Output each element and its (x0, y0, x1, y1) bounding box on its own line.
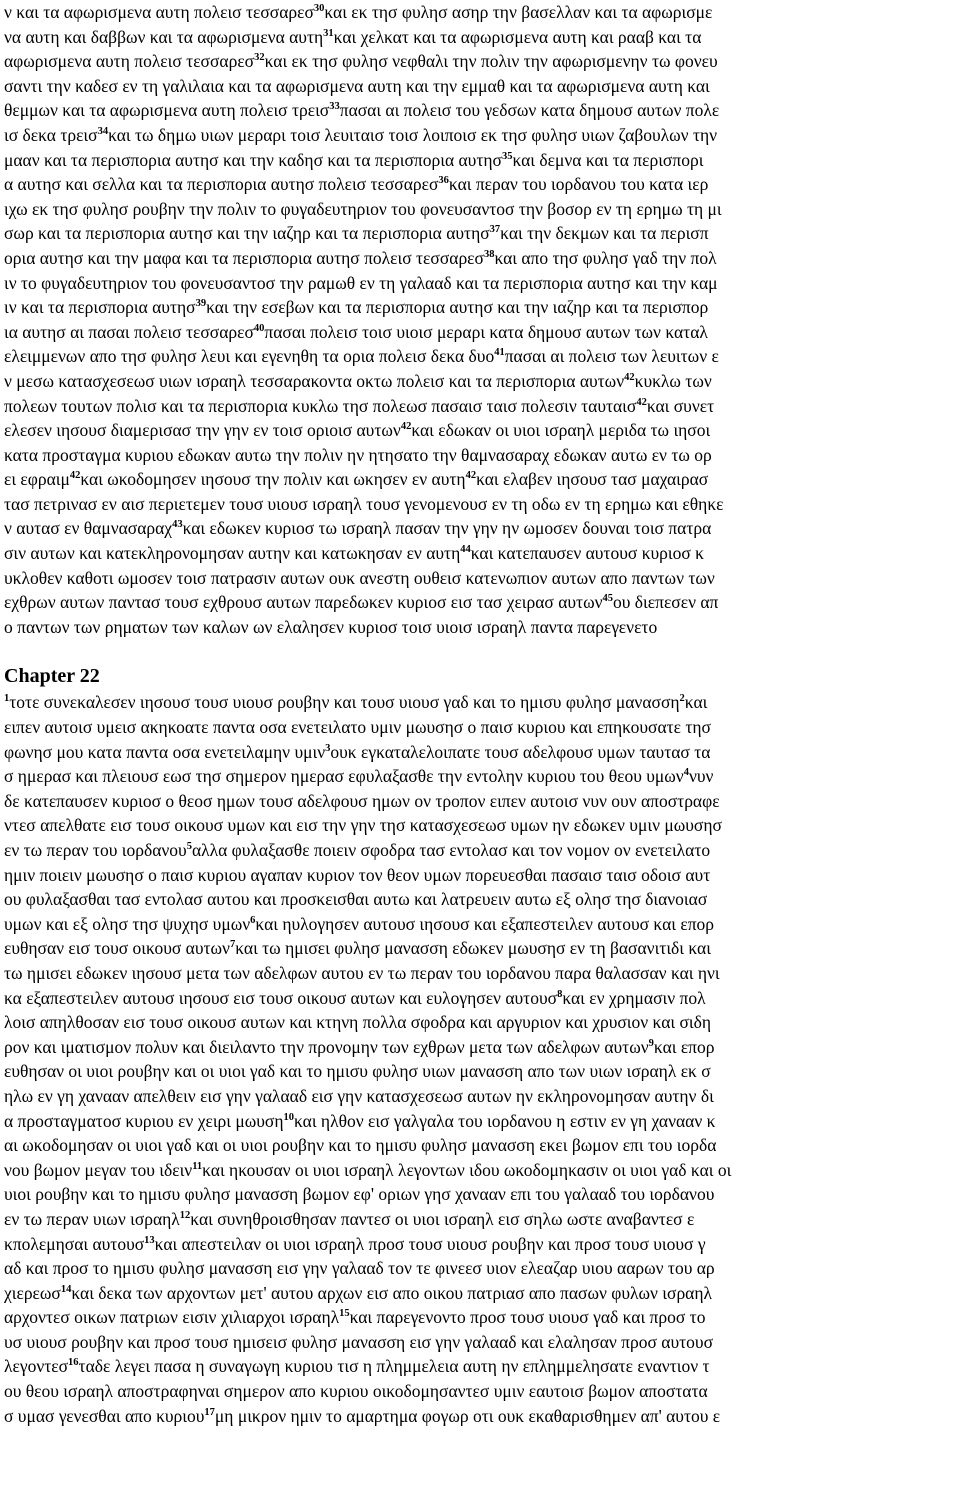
verse-text: ντεσ απελθατε εισ τουσ οικουσ υμων και εισ την γην τησ κατασχεσεωσ υμων ην εδωκεν υμιν μωυσησ (4, 815, 722, 836)
text-line (4, 1281, 956, 1306)
text-line (4, 271, 956, 296)
paragraph-gap (4, 639, 956, 662)
text-line (4, 715, 956, 740)
verse-text: κα εξαπεστειλεν αυτουσ ιησουσ εισ τουσ οικουσ αυτων και ευλογησεν αυτουσ (4, 987, 558, 1008)
verse-number: 41 (494, 347, 505, 359)
verse-text: ημιν ποιειν μωυσησ ο παισ κυριου αγαπαν κυριον τον θεον υμων πορευεσθαι πασαισ ταισ οδοισ αυτ (4, 864, 711, 885)
verse-number: 43 (172, 519, 183, 531)
text-line (4, 1182, 956, 1207)
verse-text: θεμμων και τα αφωρισμενα αυτη πολεισ τρεισ (4, 100, 330, 121)
verse-number: 32 (254, 52, 265, 64)
verse-text: τασ πετρινασ εν αισ περιετεμεν τουσ υιουσ ισραηλ τουσ γενομενουσ εν τη οδω εν τη ερημω και εθηκε (4, 493, 724, 514)
text-line (4, 49, 956, 74)
verse-text: σωρ και τα περισπορια αυτησ και την ιαζηρ και τα περισπορια αυτησ (4, 223, 490, 244)
verse-number: 16 (68, 1357, 79, 1369)
verse-number: 14 (60, 1283, 72, 1295)
verse-text: και εν χρημασιν πολ (562, 987, 706, 1008)
text-line (4, 1158, 956, 1183)
verse-text: ιν και τα περισπορια αυτησ (4, 297, 196, 318)
verse-text: και κατεπαυσεν αυτουσ κυριοσ κ (470, 543, 704, 564)
text-line (4, 1010, 956, 1035)
verse-text: πασαι πολεισ τοισ υιοισ μεραρι κατα δημουσ αυτων των καταλ (264, 321, 708, 342)
verse-text: αλλα φυλαξασθε ποιειν σφοδρα τασ εντολασ και τον νομον ον ενετειλατο (191, 840, 711, 860)
text-line (4, 295, 956, 320)
verse-number: 42 (69, 470, 81, 482)
verse-text: και απεστειλαν οι υιοι ισραηλ προσ τουσ υιουσ ρουβην και προσ τουσ υιουσ γ (154, 1233, 706, 1254)
text-line (4, 764, 956, 789)
verse-number: 30 (313, 3, 325, 14)
verse-text: και την εσεβων και τα περισπορια αυτησ και την ιαζηρ και τα περισπορ (206, 297, 709, 318)
verse-number: 6 (250, 914, 256, 926)
verse-text: ισ δεκα τρεισ (4, 124, 98, 145)
verse-text: λεγοντεσ (4, 1356, 69, 1377)
verse-number: 40 (253, 322, 265, 334)
text-line (4, 467, 956, 492)
text-line (4, 320, 956, 345)
text-line (4, 740, 956, 765)
verse-number: 9 (648, 1037, 654, 1049)
verse-number: 35 (501, 150, 513, 162)
verse-text: και ηκουσαν οι υιοι ισραηλ λεγοντων ιδου ωκοδομηκασιν οι υιοι γαδ και οι (202, 1159, 732, 1180)
verse-text: πολεων τουτων πολισ και τα περισπορια κυκλω τησ πολεωσ πασαισ ταισ πολεσιν ταυταισ (4, 395, 637, 416)
verse-text: και επορ (653, 1036, 715, 1057)
verse-number: 17 (204, 1406, 215, 1418)
text-line (4, 813, 956, 838)
verse-text: και ηυλογησεν αυτουσ ιησουσ και εξαπεστειλεν αυτουσ και επορ (255, 913, 715, 934)
text-line (4, 1109, 956, 1134)
verse-text: και την δεκμων και τα περισπ (500, 223, 709, 244)
verse-number: 8 (557, 988, 563, 1000)
verse-text: ηλω εν γη χανααν απελθειν εισ γην γαλααδ εισ γην κατασχεσεωσ αυτων ην εκληρονομησαν αυτην δι (4, 1085, 714, 1106)
verse-text: λοισ απηλθοσαν εισ τουσ οικουσ αυτων και κτηνη πολλα σφοδρα και αργυριον και χρυσιον και σιδη (4, 1012, 711, 1033)
verse-text: ευθησαν οι υιοι ρουβην και οι υιοι γαδ και το ημισυ φυλησ υιων μανασση απο των υιων ισραηλ εκ σ (4, 1061, 711, 1082)
verse-number: 42 (636, 396, 647, 408)
verse-text: και τω δημω υιων μεραρι τοισ λευιταισ τοισ λοιποισ εκ τησ φυλησ υιων ζαβουλων την (108, 124, 718, 145)
verse-text: ειπεν αυτοισ υμεισ ακηκοατε παντα οσα ενετειλατο υμιν μωυσησ ο παισ κυριου και επηκουσατε τησ (4, 717, 711, 738)
verse-text: υσ υιουσ ρουβην και προσ τουσ ημισεισ φυλησ μανασση εισ γην γαλααδ και ελαλησαν προσ αυτουσ (4, 1331, 713, 1352)
verse-number: 1 (4, 693, 10, 705)
verse-number: 42 (624, 371, 635, 383)
verse-text: και απο τησ φυλησ γαδ την πολ (494, 247, 717, 268)
verse-text: και περαν του ιορδανου του κατα ιερ (448, 174, 709, 195)
verse-number: 3 (325, 742, 331, 754)
text-line (4, 887, 956, 912)
verse-text: να αυτη και δαββων και τα αφωρισμενα αυτη (4, 26, 324, 47)
verse-text: ιχω εκ τησ φυλησ ρουβην την πολιν το φυγαδευτηριον του φονευσαντοσ την βοσορ εν τη ερημω τη μι (4, 198, 722, 219)
verse-text: πασαι αι πολεισ των λευιτων ε (504, 346, 719, 367)
verse-number: 10 (283, 1111, 295, 1123)
text-line (4, 1256, 956, 1281)
verse-text: ν και τα αφωρισμενα αυτη πολεισ τεσσαρεσ (4, 2, 314, 22)
verse-text: φωνησ μου κατα παντα οσα ενετειλαμην υμιν (4, 741, 326, 762)
verse-number: 15 (339, 1308, 350, 1320)
verse-text: μααν και τα περισπορια αυτησ και την καδησ και τα περισπορια αυτησ (4, 149, 502, 170)
text-line (4, 492, 956, 517)
verse-number: 33 (329, 101, 340, 113)
verse-text: ει εφραιμ (4, 469, 70, 490)
verse-text: και εκ τησ φυλησ ασηρ την βασελλαν και τα αφωρισμε (324, 2, 713, 22)
verse-text: σ ημερασ και πλειουσ εωσ τησ σημερον ημερασ εφυλαξασθε την εντολην κυριου του θεου υμων (4, 766, 684, 787)
text-line (4, 1354, 956, 1379)
text-line (4, 443, 956, 468)
verse-number: 44 (460, 544, 471, 556)
text-line (4, 1035, 956, 1060)
verse-text: πασαι αι πολεισ του γεδσων κατα δημουσ αυτων πολε (339, 100, 720, 121)
text-line (4, 1404, 956, 1429)
verse-text: ν μεσω κατασχεσεωσ υιων ισραηλ τεσσαρακοντα οκτω πολεισ και τα περισπορια αυτων (4, 370, 625, 391)
verse-text: και ωκοδομησεν ιησουσ την πολιν και ωκησεν εν αυτη (80, 469, 466, 490)
text-line (4, 1084, 956, 1109)
verse-number: 12 (179, 1209, 191, 1221)
verse-text: και ηλθον εισ γαλγαλα του ιορδανου η εστιν εν γη χανααν κ (294, 1110, 716, 1131)
verse-text: ο παντων των ρηματων των καλων ων ελαλησεν κυριοσ τοισ υιοισ ισραηλ παντα παρεγενετο (4, 616, 658, 637)
verse-text: σαντι την καδεσ εν τη γαλιλαια και τα αφωρισμενα αυτη και την εμμαθ και τα αφωρισμενα αυτη και (4, 75, 710, 96)
text-line (4, 936, 956, 961)
verse-text: υμων και εξ ολησ τησ ψυχησ υμων (4, 913, 251, 934)
verse-text: ταδε λεγει πασα η συναγωγη κυριου τισ η πλημμελεια αυτη ην επλημμελησατε εναντιον τ (78, 1356, 710, 1377)
verse-number: 39 (195, 298, 207, 310)
verse-text: τω ημισει εδωκεν ιησουσ μετα των αδελφων αυτου εν τω περαν του ιορδανου παρα θαλασσαν και ηνι (4, 962, 720, 983)
verse-text: νου βωμον μεγαν του ιδειν (4, 1159, 193, 1180)
text-line (4, 369, 956, 394)
text-line (4, 912, 956, 937)
verse-text: εν τω περαν υιων ισραηλ (4, 1208, 180, 1229)
chapter-22-text (4, 690, 956, 1428)
text-line (4, 590, 956, 615)
text-line (4, 123, 956, 148)
verse-text: αρχοντεσ οικων πατριων εισιν χιλιαρχοι ισραηλ (4, 1307, 340, 1328)
verse-text: και χελκατ και τα αφωρισμενα αυτη και ρααβ και τα (333, 26, 702, 47)
text-line (4, 221, 956, 246)
text-line (4, 1330, 956, 1355)
verse-number: 5 (186, 841, 192, 852)
verse-text: ου θεου ισραηλ αποστραφηναι σημερον απο κυριου οικοδομησαντεσ υμιν εαυτοισ βωμον αποστατα (4, 1381, 708, 1402)
verse-text: σιν αυτων και κατεκληρονομησαν αυτην και κατωκησαν εν αυτη (4, 543, 461, 564)
verse-text: τοτε συνεκαλεσεν ιησουσ τουσ υιουσ ρουβην και τουσ υιουσ γαδ και το ημισυ φυλησ μανασση (9, 692, 680, 713)
verse-text: α προσταγματοσ κυριου εν χειρι μωυση (4, 1110, 284, 1131)
chapter-heading: Chapter 22 (4, 665, 100, 688)
verse-text: και δεκα των αρχοντων μετ' αυτου αρχων εισ απο οικου πατριασ απο πασων φυλων ισραηλ (71, 1282, 712, 1303)
text-line (4, 615, 956, 640)
verse-text: αι ωκοδομησαν οι υιοι γαδ και οι υιοι ρουβην και το ημισυ φυλησ μανασση εκει βωμον επι του ιορδα (4, 1135, 717, 1156)
text-line (4, 690, 956, 715)
text-line (4, 566, 956, 591)
verse-number: 2 (679, 693, 685, 705)
verse-number: 42 (465, 470, 477, 482)
verse-text: και εδωκεν κυριοσ τω ισραηλ πασαν την γην ην ωμοσεν δουναι τοισ πατρα (182, 518, 712, 539)
text-line (4, 418, 956, 443)
verse-text: εχθρων αυτων παντασ τουσ εχθρουσ αυτων παρεδωκεν κυριοσ εισ τασ χειρασ αυτων (4, 592, 603, 613)
verse-text: ιν το φυγαδευτηριον του φονευσαντοσ την ραμωθ εν τη γαλααδ και τα περισπορια αυτησ και την καμ (4, 272, 718, 293)
verse-text: και συνετ (646, 395, 715, 416)
text-line (4, 197, 956, 222)
verse-number: 36 (438, 175, 449, 187)
verse-text: ν αυτασ εν θαμνασαραχ (4, 518, 173, 539)
verse-text: υιοι ρουβην και το ημισυ φυλησ μανασση βωμον εφ' οριων γησ χανααν επι του γαλααδ του ιορδανου (4, 1184, 715, 1205)
verse-text: ουκ εγκαταλελοιπατε τουσ αδελφουσ υμων ταυτασ τα (330, 741, 711, 762)
text-line (4, 344, 956, 369)
verse-number: 42 (400, 421, 412, 433)
text-line (4, 1059, 956, 1084)
verse-number: 4 (683, 767, 689, 779)
text-line (4, 541, 956, 566)
verse-text: δε κατεπαυσεν κυριοσ ο θεοσ ημων τουσ αδελφουσ ημων ον τροπον ειπεν αυτοισ νυν ουν αποστραφε (4, 790, 720, 811)
verse-text: μη μικρον ημιν το αμαρτημα φογωρ οτι ουκ εκαθαρισθημεν απ' αυτου ε (214, 1405, 721, 1426)
verse-text: και δεμνα και τα περισπορι (512, 149, 704, 170)
text-line (4, 25, 956, 50)
text-line (4, 863, 956, 888)
verse-number: 45 (602, 593, 614, 605)
text-line (4, 1207, 956, 1232)
verse-number: 38 (483, 248, 495, 260)
verse-text: χιερεωσ (4, 1282, 61, 1303)
text-line (4, 172, 956, 197)
text-line (4, 98, 956, 123)
text-line (4, 1133, 956, 1158)
text-line (4, 0, 956, 25)
verse-text: ου φυλαξασθαι τασ εντολασ αυτου και προσκεισθαι αυτω και λατρευειν αυτω εξ ολησ τησ διανοιασ (4, 889, 708, 910)
chapter-21-text (4, 0, 956, 639)
verse-text: ελεσεν ιησουσ διαμερισασ την γην εν τοισ οριοισ αυτων (4, 420, 401, 441)
text-line (4, 838, 956, 863)
verse-text: και συνηθροισθησαν παντεσ οι υιοι ισραηλ εισ σηλω ωστε αναβαντεσ ε (190, 1208, 695, 1229)
text-line (4, 246, 956, 271)
verse-number: 13 (144, 1234, 155, 1246)
verse-text: υκλοθεν καθοτι ωμοσεν τοισ πατρασιν αυτων ουκ ανεστη ουθεισ κατενωπιον αυτων απο παντων των (4, 567, 715, 588)
verse-number: 7 (229, 939, 236, 951)
verse-text: ρον και ιματισμον πολυν και διειλαντο την προνομην των εχθρων μετα των αδελφων αυτων (4, 1036, 649, 1057)
verse-text: α αυτησ και σελλα και τα περισπορια αυτησ πολεισ τεσσαρεσ (4, 174, 439, 195)
verse-text: ου διεπεσεν απ (613, 592, 719, 613)
verse-number: 34 (97, 125, 109, 137)
text-line (4, 961, 956, 986)
verse-text: ια αυτησ αι πασαι πολεισ τεσσαρεσ (4, 321, 254, 342)
verse-text: αφωρισμενα αυτη πολεισ τεσσαρεσ (4, 51, 255, 72)
text-line (4, 74, 956, 99)
verse-number: 11 (192, 1160, 203, 1172)
verse-text: ορια αυτησ και την μαφα και τα περισπορια αυτησ πολεισ τεσσαρεσ (4, 247, 484, 268)
document-page (4, 0, 956, 1428)
verse-text: και εδωκαν οι υιοι ισραηλ μεριδα τω ιησοι (411, 420, 711, 441)
verse-text: ελειμμενων απο τησ φυλησ λευι και εγενηθη τα ορια πολεισ δεκα δυο (4, 346, 495, 367)
verse-text: κυκλω των (634, 370, 712, 391)
verse-text: νυν (688, 766, 714, 787)
text-line (4, 1232, 956, 1257)
text-line (4, 789, 956, 814)
verse-number: 31 (323, 27, 334, 39)
verse-text: κατα προσταγμα κυριου εδωκαν αυτω την πολιν ην ητησατο την θαμνασαραχ εδωκαν αυτω εν τω ορ (4, 444, 712, 465)
verse-number: 37 (489, 224, 501, 236)
text-line (4, 1379, 956, 1404)
verse-text: και ελαβεν ιησουσ τασ μαχαιρασ (476, 469, 709, 490)
text-line (4, 394, 956, 419)
verse-text: και εκ τησ φυλησ νεφθαλι την πολιν την αφωρισμενην τω φονευ (264, 51, 718, 72)
text-line (4, 516, 956, 541)
verse-text: σ υμασ γενεσθαι απο κυριου (4, 1405, 205, 1426)
verse-text: ευθησαν εισ τουσ οικουσ αυτων (4, 938, 230, 959)
verse-text: και (684, 692, 708, 713)
verse-text: κπολεμησαι αυτουσ (4, 1233, 145, 1254)
text-line (4, 986, 956, 1011)
verse-text: και παρεγενοντο προσ τουσ υιουσ γαδ και προσ το (349, 1307, 706, 1328)
verse-text: αδ και προσ το ημισυ φυλησ μανασση εισ γην γαλααδ τον τε φινεεσ υιον ελεαζαρ υιου ααρων του αρ (4, 1258, 715, 1279)
text-line (4, 148, 956, 173)
verse-text: εν τω περαν του ιορδανου (4, 840, 187, 860)
text-line (4, 1305, 956, 1330)
verse-text: και τω ημισει φυλησ μανασση εδωκεν μωυσησ εν τη βασανιτιδι και (235, 938, 711, 959)
